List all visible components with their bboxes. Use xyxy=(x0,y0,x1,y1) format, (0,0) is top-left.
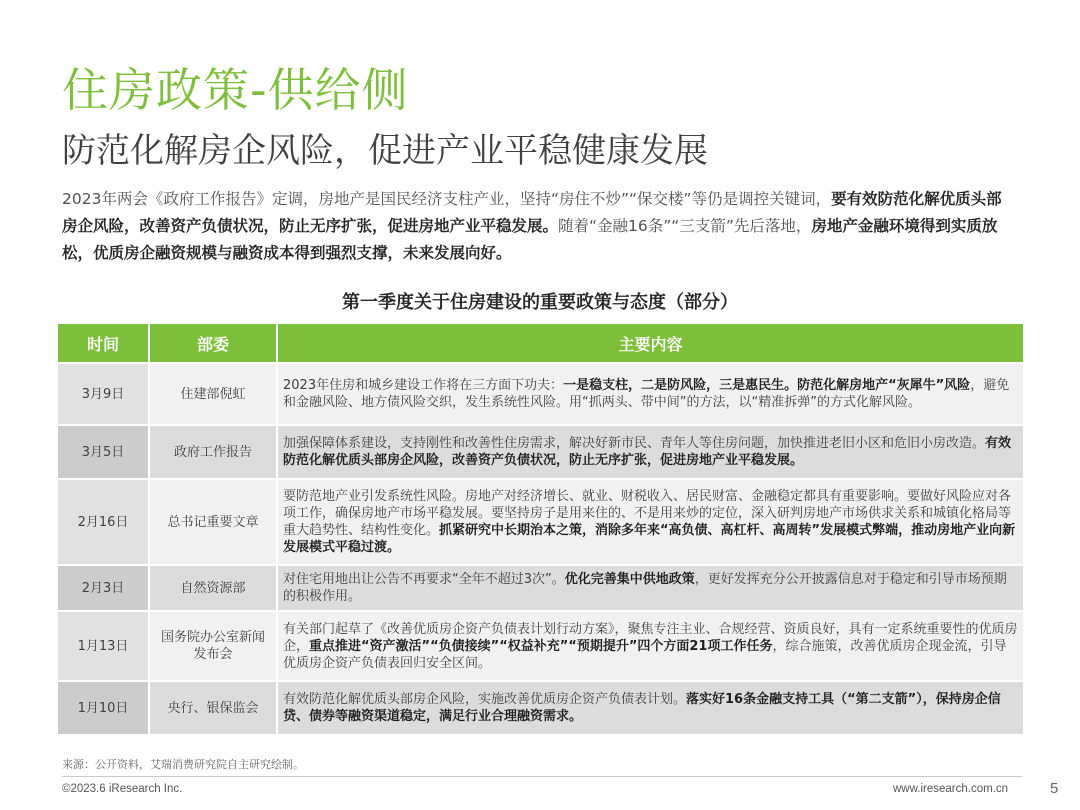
content-text: 要防范地产业引发系统性风险。房地产对经济增长、就业、财税收入、居民财富、金融稳定都具有重要影响。要做好风险应对各项工作，确保房地产市场平稳发展。要坚持房子是用来住的、不是用来炒的定位，深入研判房地产市场供求关系和城镇化格局等重大趋势性、结构性变化。 xyxy=(283,489,1012,538)
page-title: 住房政策-供给侧 xyxy=(62,63,409,117)
footer-divider xyxy=(62,776,1022,777)
content-text: 有关部门起草了《改善优质房企资产负债表计划行动方案》，聚焦专注主业、合规经营、资质良好，具有一定系统重要性的优质房企， xyxy=(283,621,1018,654)
row-content xyxy=(278,480,1023,564)
table-header-row xyxy=(58,324,1023,362)
intro-emphasis: 要有效防范化解优质头部房企风险，改善资产负债状况，防止无序扩张，促进房地产业平稳发展。 xyxy=(62,190,1002,235)
row-dept: 国务院办公室新闻发布会 xyxy=(150,612,278,680)
row-dept: 政府工作报告 xyxy=(150,426,278,478)
content-text: ，更好发挥充分公开披露信息对于稳定和引导市场预期的积极作用。 xyxy=(283,572,1007,604)
table-row xyxy=(58,682,1023,734)
content-text: 对住宅用地出让公告不再要求“全年不超过3次”。 xyxy=(283,572,565,587)
page-number: 5 xyxy=(1050,780,1059,797)
row-date: 2月16日 xyxy=(58,480,150,564)
policy-table xyxy=(58,322,1023,736)
row-content xyxy=(278,566,1023,610)
content-text: 2023年住房和城乡建设工作将在三方面下功夫： xyxy=(283,378,564,393)
intro-text: 随着“金融16条”“三支箭”先后落地， xyxy=(558,217,812,235)
content-emphasis: 优化完善集中供地政策 xyxy=(564,572,695,587)
row-dept: 自然资源部 xyxy=(150,566,278,610)
row-dept: 总书记重要文章 xyxy=(150,480,278,564)
content-text: ，综合施策，改善优质房企现金流，引导优质房企资产负债表回归安全区间。 xyxy=(283,638,1007,671)
source-note: 来源：公开资料，艾瑞消费研究院自主研究绘制。 xyxy=(62,758,304,771)
website-url: www.iresearch.com.cn xyxy=(893,783,1009,795)
content-text: ，避免和金融风险、地方债风险交织，发生系统性风险。用“抓两头、带中间”的方法，以“精准拆弹”的方式化解风险。 xyxy=(283,378,1010,410)
content-text: 加强保障体系建设，支持刚性和改善性住房需求，解决好新市民、青年人等住房问题，加快推进老旧小区和危旧小房改造。 xyxy=(283,436,986,451)
table-row xyxy=(58,480,1023,564)
table-row xyxy=(58,426,1023,478)
column-header-dept: 部委 xyxy=(150,324,278,362)
intro-emphasis: 房地产金融环境得到实质放松，优质房企融资规模与融资成本得到强烈支撑，未来发展向好。 xyxy=(62,217,998,262)
table-title: 第一季度关于住房建设的重要政策与态度（部分） xyxy=(342,292,738,313)
column-header-content: 主要内容 xyxy=(278,324,1023,362)
content-emphasis: 一是稳支柱，二是防风险，三是惠民生。防范化解房地产“灰犀牛”风险 xyxy=(563,378,971,393)
row-date: 1月13日 xyxy=(58,612,150,680)
row-dept: 央行、银保监会 xyxy=(150,682,278,734)
page-subtitle: 防范化解房企风险，促进产业平稳健康发展 xyxy=(62,131,708,171)
table-row xyxy=(58,364,1023,424)
row-content xyxy=(278,682,1023,734)
content-text: 有效防范化解优质头部房企风险，实施改善优质房企资产负债表计划。 xyxy=(283,692,687,707)
intro-paragraph xyxy=(62,186,1012,267)
content-emphasis: 抓紧研究中长期治本之策，消除多年来“高负债、高杠杆、高周转”发展模式弊端，推动房地产业向新发展模式平稳过渡。 xyxy=(283,523,1016,555)
row-content xyxy=(278,364,1023,424)
content-emphasis: 有效防范化解优质头部房企风险，改善资产负债状况，防止无序扩张，促进房地产业平稳发展。 xyxy=(283,436,1012,468)
table-row xyxy=(58,612,1023,680)
row-date: 2月3日 xyxy=(58,566,150,610)
content-emphasis: 重点推进“资产激活”“负债接续”“权益补充”“预期提升”四个方面21项工作任务 xyxy=(309,638,773,654)
row-date: 3月5日 xyxy=(58,426,150,478)
row-dept: 住建部倪虹 xyxy=(150,364,278,424)
content-emphasis: 落实好16条金融支持工具（“第二支箭”），保持房企信贷、债券等融资渠道稳定，满足行业合理融资需求。 xyxy=(283,692,1001,724)
copyright: ©2023.6 iResearch Inc. xyxy=(62,783,183,795)
column-header-time: 时间 xyxy=(58,324,150,362)
table-row xyxy=(58,566,1023,610)
row-date: 3月9日 xyxy=(58,364,150,424)
row-date: 1月10日 xyxy=(58,682,150,734)
intro-text: 2023年两会《政府工作报告》定调，房地产是国民经济支柱产业，坚持“房住不炒”“保交楼”等仍是调控关键词， xyxy=(62,190,832,208)
row-content xyxy=(278,612,1023,680)
row-content xyxy=(278,426,1023,478)
